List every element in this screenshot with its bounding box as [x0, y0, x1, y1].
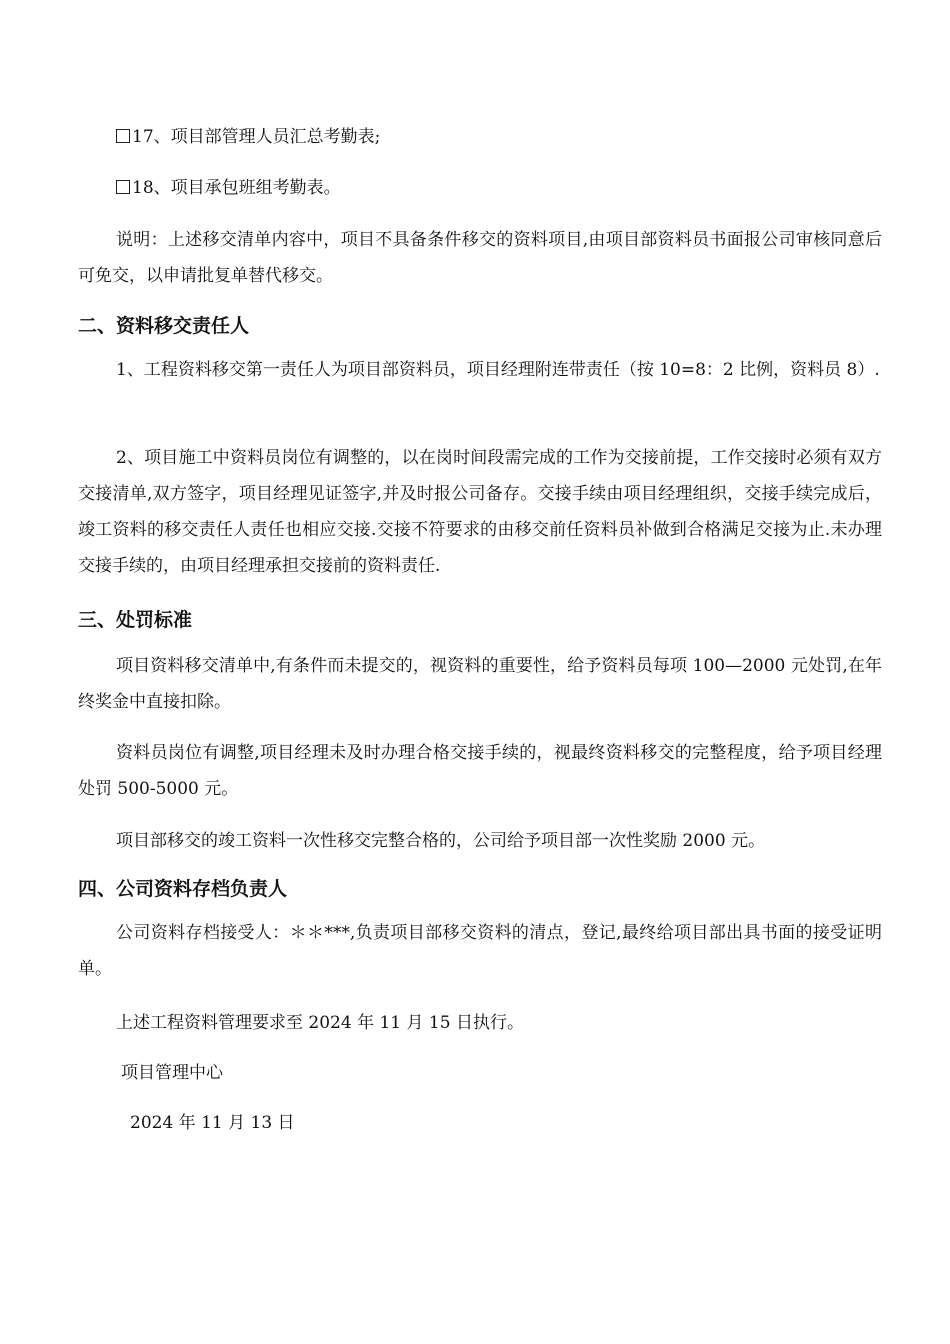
paragraph-responsible-2: 2、项目施工中资料员岗位有调整的，以在岗时间段需完成的工作为交接前提，工作交接时必须有双方交接清单,双方签字，项目经理见证签字,并及时报公司备存。交接手续由项目经理组织，交接手续完成后，竣工资料的移交责任人责任也相应交接.交接不符要求的由移交前任资料员补做到合格满足交接为止.未办理交接手续的，由项目经理承担交接前的资料责任. — [78, 448, 882, 576]
section-heading-penalty: 三、处罚标准 — [78, 609, 193, 631]
note-paragraph: 说明：上述移交清单内容中，项目不具备条件移交的资料项目,由项目部资料员书面报公司审核同意后可免交，以申请批复单替代移交。 — [78, 230, 882, 286]
paragraph-archive-2: 上述工程资料管理要求至 2024 年 11 月 15 日执行。 — [116, 1013, 524, 1033]
section-heading-responsible: 二、资料移交责任人 — [78, 315, 250, 337]
checklist-item-17 — [116, 122, 380, 152]
checklist-item-18 — [116, 173, 341, 203]
checklist-item-text: 18、项目承包班组考勤表。 — [132, 178, 341, 198]
paragraph-penalty-1: 项目资料移交清单中,有条件而未提交的，视资料的重要性，给予资料员每项 100—2000 元处罚,在年终奖金中直接扣除。 — [78, 656, 882, 712]
checklist-item-text: 17、项目部管理人员汇总考勤表; — [132, 127, 381, 147]
checkbox-icon — [116, 129, 130, 143]
paragraph-archive-1: 公司资料存档接受人：＊＊***,负责项目部移交资料的清点，登记,最终给项目部出具书面的接受证明单。 — [78, 923, 882, 979]
paragraph-penalty-2: 资料员岗位有调整,项目经理未及时办理合格交接手续的，视最终资料移交的完整程度，给予项目经理处罚 500-5000 元。 — [78, 743, 882, 799]
section-heading-archive: 四、公司资料存档负责人 — [78, 878, 288, 900]
paragraph-responsible-1: 1、工程资料移交第一责任人为项目部资料员，项目经理附连带责任（按 10=8：2 比例，资料员 8）. — [116, 360, 880, 380]
paragraph-penalty-3: 项目部移交的竣工资料一次性移交完整合格的，公司给予项目部一次性奖励 2000 元。 — [116, 831, 766, 851]
checkbox-icon — [116, 180, 130, 194]
signature-org: 项目管理中心 — [121, 1063, 223, 1083]
signature-date: 2024 年 11 月 13 日 — [130, 1113, 295, 1133]
